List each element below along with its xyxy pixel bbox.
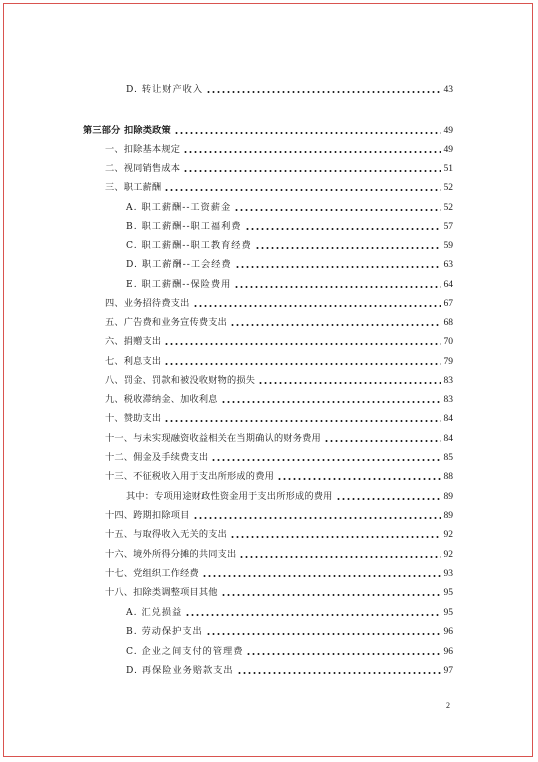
dot-leader — [202, 575, 441, 577]
toc-entry-page: 59 — [443, 241, 453, 251]
dot-leader — [245, 228, 441, 230]
dot-leader — [230, 536, 440, 538]
dot-leader — [164, 343, 440, 345]
table-of-contents — [4, 4, 532, 756]
toc-entry-label: 八、罚金、罚款和被没收财物的损失 — [105, 375, 256, 386]
dot-leader — [336, 498, 441, 500]
toc-entry-page: 51 — [443, 164, 453, 174]
toc-entry[interactable] — [126, 198, 453, 214]
toc-entry-page: 67 — [443, 299, 453, 309]
toc-entry[interactable] — [126, 236, 453, 252]
toc-entry-page: 43 — [443, 85, 453, 95]
toc-entry-page: 95 — [443, 608, 453, 618]
toc-entry-page: 83 — [443, 395, 453, 405]
toc-entry[interactable] — [126, 487, 453, 503]
dot-leader — [234, 209, 440, 211]
toc-entry[interactable] — [105, 564, 453, 580]
toc-entry-label: C. 职工薪酬--职工教育经费 — [126, 240, 252, 251]
toc-entry[interactable] — [83, 121, 453, 137]
toc-entry-page: 92 — [443, 550, 453, 560]
dot-leader — [234, 286, 440, 288]
toc-entry[interactable] — [126, 217, 453, 233]
toc-entry-page: 68 — [443, 318, 453, 328]
toc-entry-label: 十五、与取得收入无关的支出 — [105, 529, 228, 540]
toc-entry[interactable] — [105, 352, 453, 368]
toc-entry-label: B. 职工薪酬--职工福利费 — [126, 221, 242, 232]
toc-entry-label: 九、税收滞纳金、加收利息 — [105, 394, 218, 405]
toc-entry-page: 70 — [443, 337, 453, 347]
toc-entry-page: 88 — [443, 472, 453, 482]
toc-entry[interactable] — [126, 661, 453, 677]
dot-leader — [246, 653, 440, 655]
toc-entry[interactable] — [105, 429, 453, 445]
toc-entry-page: 64 — [443, 280, 453, 290]
toc-entry[interactable] — [105, 583, 453, 599]
toc-entry-label: 十七、党组织工作经费 — [105, 568, 199, 579]
toc-entry-label: 十二、佣金及手续费支出 — [105, 452, 209, 463]
toc-entry-label: 十六、境外所得分摊的共同支出 — [105, 549, 237, 560]
dot-leader — [183, 170, 440, 172]
toc-entry[interactable] — [105, 525, 453, 541]
toc-entry-label: 七、利息支出 — [105, 356, 162, 367]
toc-entry-label: D. 再保险业务赔款支出 — [126, 665, 234, 676]
dot-leader — [230, 324, 440, 326]
toc-entry-label: A. 汇兑损益 — [126, 607, 183, 618]
toc-entry-label: 六、捐赠支出 — [105, 336, 162, 347]
dot-leader — [221, 594, 441, 596]
toc-entry-label: 五、广告费和业务宣传费支出 — [105, 317, 228, 328]
toc-entry[interactable] — [105, 178, 453, 194]
toc-entry[interactable] — [126, 622, 453, 638]
toc-entry-label: D. 职工薪酬--工会经费 — [126, 259, 232, 270]
toc-entry[interactable] — [126, 603, 453, 619]
toc-entry[interactable] — [126, 275, 453, 291]
toc-entry[interactable] — [105, 409, 453, 425]
toc-entry[interactable] — [105, 140, 453, 156]
dot-leader — [183, 151, 440, 153]
dot-leader — [255, 247, 441, 249]
toc-entry-page: 85 — [443, 453, 453, 463]
toc-entry-label: 三、职工薪酬 — [105, 182, 162, 193]
toc-entry-page: 63 — [443, 260, 453, 270]
toc-entry-page: 57 — [443, 222, 453, 232]
dot-leader — [164, 420, 440, 422]
dot-leader — [206, 91, 440, 93]
toc-entry-label: 十八、扣除类调整项目其他 — [105, 587, 218, 598]
toc-entry-page: 49 — [443, 126, 453, 136]
dot-leader — [277, 478, 441, 480]
toc-entry[interactable] — [105, 332, 453, 348]
dot-leader — [221, 401, 441, 403]
toc-entry-page: 52 — [443, 203, 453, 213]
dot-leader — [185, 614, 440, 616]
toc-entry[interactable] — [126, 80, 453, 96]
toc-entry-label: 一、扣除基本规定 — [105, 144, 181, 155]
toc-entry-label: 十四、跨期扣除项目 — [105, 510, 190, 521]
toc-entry-label: B. 劳动保护支出 — [126, 626, 203, 637]
dot-leader — [174, 132, 441, 134]
toc-entry-page: 95 — [443, 588, 453, 598]
toc-entry-page: 96 — [443, 627, 453, 637]
dot-leader — [206, 633, 441, 635]
toc-entry-page: 93 — [443, 569, 453, 579]
dot-leader — [235, 266, 441, 268]
toc-entry[interactable] — [105, 545, 453, 561]
toc-entry-page: 49 — [443, 145, 453, 155]
dot-leader — [193, 517, 441, 519]
toc-entry-label: D. 转让财产收入 — [126, 84, 204, 95]
toc-entry-label: A. 职工薪酬--工资薪金 — [126, 202, 232, 213]
toc-entry-page: 83 — [443, 376, 453, 386]
toc-entry-label: 十、赞助支出 — [105, 413, 162, 424]
toc-entry-page: 92 — [443, 530, 453, 540]
toc-entry[interactable] — [105, 371, 453, 387]
toc-entry[interactable] — [105, 467, 453, 483]
toc-entry-page: 84 — [443, 414, 453, 424]
toc-entry[interactable] — [105, 313, 453, 329]
toc-entry-page: 96 — [443, 647, 453, 657]
toc-entry[interactable] — [105, 390, 453, 406]
toc-entry-label: 四、业务招待费支出 — [105, 298, 190, 309]
dot-leader — [237, 672, 441, 674]
page-number: 2 — [446, 701, 450, 710]
toc-entry-page: 84 — [443, 434, 453, 444]
toc-entry-label: 十一、与未实现融资收益相关在当期确认的财务费用 — [105, 433, 321, 444]
dot-leader — [164, 363, 440, 365]
toc-entry-page: 52 — [443, 183, 453, 193]
dot-leader — [164, 189, 440, 191]
toc-entry-label: 其中：专项用途财政性资金用于支出所形成的费用 — [126, 491, 333, 502]
toc-entry[interactable] — [126, 255, 453, 271]
dot-leader — [324, 440, 441, 442]
toc-entry[interactable] — [126, 642, 453, 658]
toc-entry-label: E. 职工薪酬--保险费用 — [126, 279, 232, 290]
document-page — [3, 3, 533, 757]
toc-entry-label: 第三部分 扣除类政策 — [83, 125, 171, 136]
dot-leader — [211, 459, 440, 461]
toc-entry-label: 二、视同销售成本 — [105, 163, 181, 174]
toc-entry-label: 十三、不征税收入用于支出所形成的费用 — [105, 471, 274, 482]
toc-entry-page: 79 — [443, 357, 453, 367]
toc-entry[interactable] — [105, 448, 453, 464]
toc-entry-page: 89 — [443, 492, 453, 502]
toc-entry-page: 89 — [443, 511, 453, 521]
dot-leader — [239, 556, 440, 558]
dot-leader — [193, 305, 441, 307]
dot-leader — [258, 382, 440, 384]
toc-entry[interactable] — [105, 294, 453, 310]
toc-entry[interactable] — [105, 506, 453, 522]
toc-entry-page: 97 — [443, 666, 453, 676]
toc-entry-label: C. 企业之间支付的管理费 — [126, 646, 244, 657]
toc-entry[interactable] — [105, 159, 453, 175]
